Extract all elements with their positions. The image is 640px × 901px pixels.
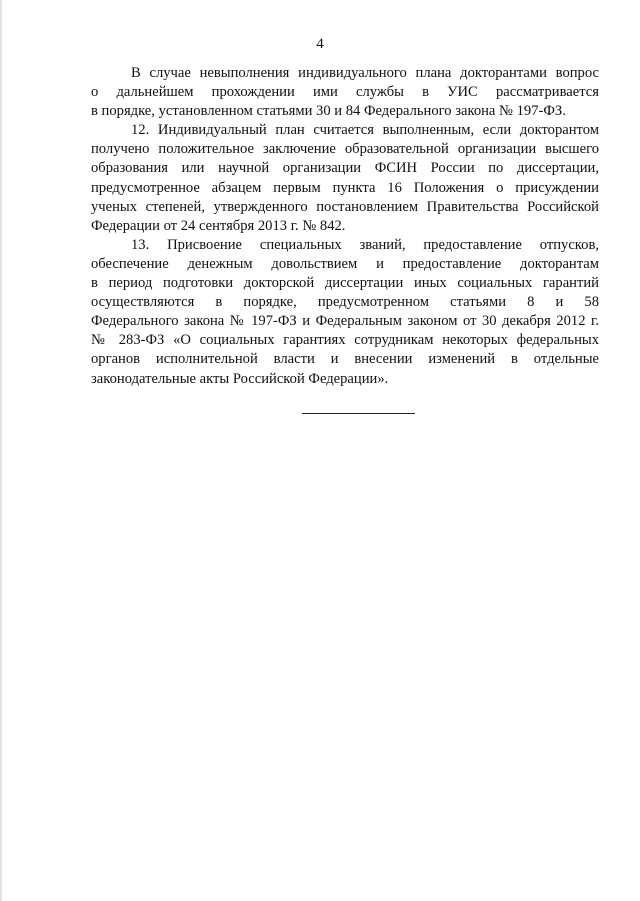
text-line: ученых степеней, утвержденного постановлением Правительства Российской bbox=[91, 198, 599, 215]
text-line: предусмотренное абзацем первым пункта 16 Положения о присуждении bbox=[91, 179, 599, 196]
text-line: Федерации от 24 сентября 2013 г. № 842. bbox=[91, 217, 346, 234]
text-line: № 283-ФЗ «О социальных гарантиях сотрудникам некоторых федеральных bbox=[91, 332, 599, 349]
text-line: обеспечение денежным довольствием и предоставление докторантам bbox=[91, 255, 599, 272]
text-line: Федерального закона № 197-ФЗ и Федеральным законом от 30 декабря 2012 г. bbox=[91, 313, 599, 330]
text-line: законодательные акты Российской Федерации». bbox=[91, 370, 389, 387]
page-number: 4 bbox=[316, 36, 324, 52]
scan-edge bbox=[0, 0, 3, 901]
paragraph bbox=[91, 64, 599, 121]
text-line: В случае невыполнения индивидуального плана докторантами вопрос bbox=[131, 65, 599, 81]
text-line: осуществляются в порядке, предусмотренном статьями 8 и 58 bbox=[91, 294, 599, 311]
text-line: о дальнейшем прохождении ими службы в УИС рассматривается bbox=[91, 84, 599, 101]
text-line: 12. Индивидуальный план считается выполненным, если докторантом bbox=[131, 122, 599, 139]
text-line: 13. Присвоение специальных званий, предоставление отпусков, bbox=[131, 236, 599, 253]
text-line: органов исполнительной власти и внесении изменений в отдельные bbox=[91, 351, 599, 368]
end-of-document-rule bbox=[302, 413, 415, 414]
paragraph bbox=[91, 236, 599, 389]
text-line: образования или научной организации ФСИН России по диссертации, bbox=[91, 160, 599, 177]
text-line: в период подготовки докторской диссертации иных социальных гарантий bbox=[91, 275, 599, 292]
paragraph bbox=[91, 121, 599, 236]
text-line: в порядке, установленном статьями 30 и 84 Федерального закона № 197-ФЗ. bbox=[91, 103, 566, 120]
document-body bbox=[91, 64, 599, 389]
text-line: получено положительное заключение образовательной организации высшего bbox=[91, 141, 599, 158]
